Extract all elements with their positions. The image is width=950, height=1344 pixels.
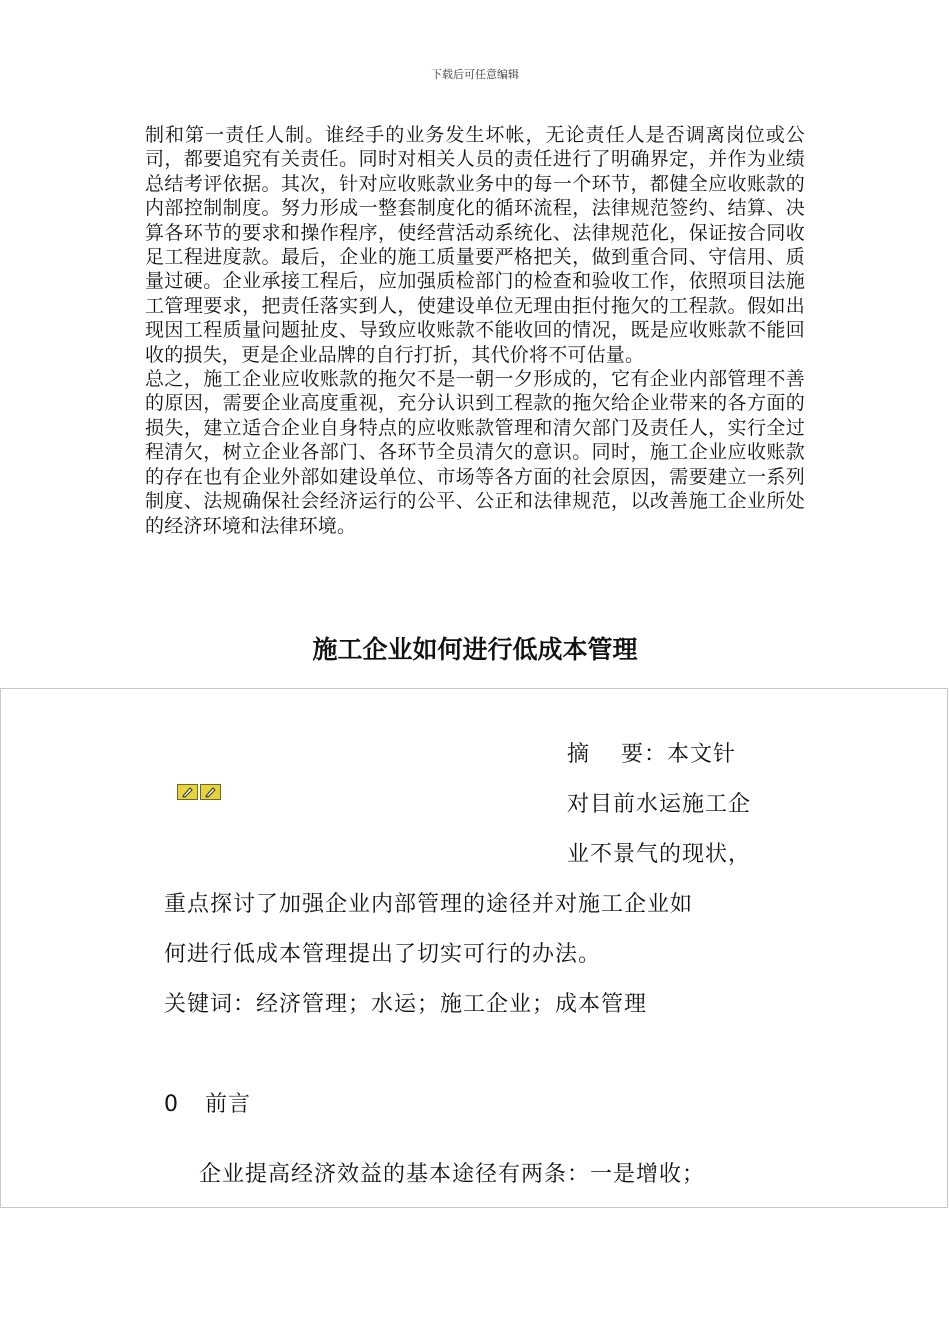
intro-paragraph: 企业提高经济效益的基本途径有两条：一是增收； (199, 1162, 706, 1187)
pencil-icon[interactable] (177, 784, 198, 800)
abstract-line-1: 摘 要：本文针 (567, 742, 736, 767)
embedded-object-icons[interactable] (177, 784, 221, 800)
keywords-line: 关键词：经济管理；水运；施工企业；成本管理 (164, 992, 648, 1017)
abstract-continued-2: 何进行低成本管理提出了切实可行的办法。 (164, 942, 602, 967)
paragraph-conclusion: 总之，施工企业应收账款的拖欠不是一朝一夕形成的，它有企业内部管理不善的原因，需要企业高度重视，充分认识到工程款的拖欠给企业带来的各方面的损失，建立适合企业自身特点的应收账款管理和清欠部门及责任人，实行全过程清欠，树立企业各部门、各环节全员清欠的意识。同时，施工企业应收账款的存在也有企业外部如建设单位、市场等各方面的社会原因，需要建立一系列制度、法规确保社会经济运行的公平、公正和法律规范，以改善施工企业所处的经济环境和法律环境。 (145, 368, 805, 537)
paragraph-receivables-control: 制和第一责任人制。谁经手的业务发生坏帐，无论责任人是否调离岗位或公司，都要追究有关责任。同时对相关人员的责任进行了明确界定，并作为业绩总结考评依据。其次，针对应收账款业务中的每一个环节，都健全应收账款的内部控制制度。努力形成一整套制度化的循环流程，法律规范签约、结算、决算各环节的要求和操作程序，使经营活动系统化、法律规范化，保证按合同收足工程进度款。最后，企业的施工质量要严格把关，做到重合同、守信用、质量过硬。企业承接工程后，应加强质检部门的检查和验收工作，依照项目法施工管理要求，把责任落实到人，使建设单位无理由拒付拖欠的工程款。假如出现因工程质量问题扯皮、导致应收账款不能收回的情况，既是应收账款不能回收的损失，更是企业品牌的自行打折，其代价将不可估量。 (145, 124, 805, 366)
page-header-note: 下载后可任意编辑 (431, 68, 519, 81)
body-text (145, 123, 805, 538)
embedded-document-frame (0, 688, 948, 1208)
heading-text: 前言 (205, 1092, 252, 1117)
abstract-line-2: 对目前水运施工企 (567, 792, 752, 817)
heading-preface (164, 1087, 251, 1118)
abstract-line-3: 业不景气的现状， (567, 842, 752, 867)
abstract-continued-1: 重点探讨了加强企业内部管理的途径并对施工企业如 (164, 892, 694, 917)
section-title: 施工企业如何进行低成本管理 (312, 635, 638, 664)
heading-number: 0 (164, 1092, 179, 1117)
pencil-icon[interactable] (200, 784, 221, 800)
